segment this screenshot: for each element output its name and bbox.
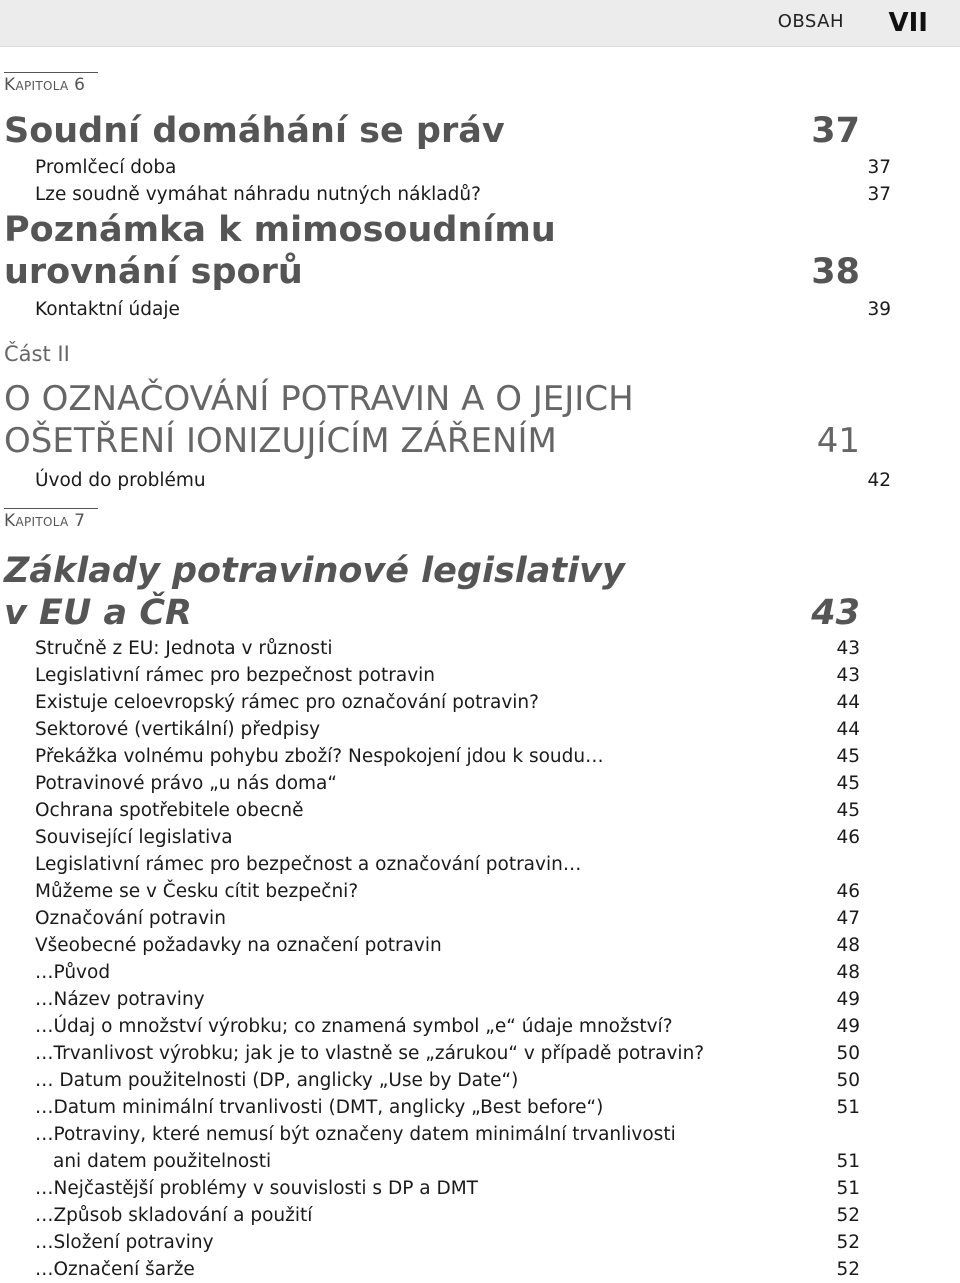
toc-entry[interactable] xyxy=(4,959,860,986)
toc-entry[interactable] xyxy=(4,1175,860,1202)
part-title-line: O OZNAČOVÁNÍ POTRAVIN A O JEJICH xyxy=(4,379,634,419)
toc-entry-text: Překážka volnému pohybu zboží? Nespokojení jdou k soudu… xyxy=(35,746,604,767)
toc-entry[interactable] xyxy=(4,716,860,743)
toc-entry[interactable] xyxy=(4,635,860,662)
toc-entry-text: Legislativní rámec pro bezpečnost a označování potravin… xyxy=(35,854,582,875)
toc-entry-page: 50 xyxy=(836,1043,860,1064)
toc-entry[interactable] xyxy=(4,1202,860,1229)
toc-entry-text: …Označení šarže xyxy=(35,1259,195,1280)
chapter-7-entries xyxy=(4,635,860,1283)
section-title-page: 38 xyxy=(811,252,860,292)
chapter-title-line: Základy potravinové legislativy xyxy=(4,551,625,591)
toc-entry-text: Můžeme se v Česku cítit bezpečni? xyxy=(35,881,359,902)
chapter-6-label-block xyxy=(4,72,860,95)
toc-entry-text: Označování potravin xyxy=(35,908,226,929)
toc-entry-page: 44 xyxy=(836,692,860,713)
chapter-label: Kapitola 7 xyxy=(4,508,98,531)
toc-entry-text: Legislativní rámec pro bezpečnost potravin xyxy=(35,665,436,686)
toc-entry[interactable] xyxy=(4,1040,860,1067)
toc-entry-page: 52 xyxy=(836,1259,860,1280)
toc-entry[interactable] xyxy=(4,1229,860,1256)
toc-entry-page: 51 xyxy=(836,1151,860,1172)
toc-entry[interactable] xyxy=(4,905,860,932)
toc-entry-text: …Trvanlivost výrobku; jak je to vlastně se „zárukou“ v případě potravin? xyxy=(35,1043,705,1064)
toc-entry-page: 47 xyxy=(836,908,860,929)
toc-entry[interactable] xyxy=(4,296,891,323)
toc-entry[interactable] xyxy=(4,662,860,689)
chapter-title-page: 43 xyxy=(811,593,860,633)
toc-entry-page: 45 xyxy=(836,746,860,767)
section-title-line: urovnání sporů xyxy=(4,252,303,292)
toc-entry[interactable] xyxy=(4,1067,860,1094)
toc-entry[interactable] xyxy=(4,689,860,716)
toc-entry-text: …Potraviny, které nemusí být označeny datem minimální trvanlivosti xyxy=(35,1124,676,1145)
chapter-title-text: Soudní domáhání se práv xyxy=(4,111,505,151)
part-title-page: 41 xyxy=(816,421,860,461)
section-title[interactable] xyxy=(4,209,860,293)
toc-entry[interactable] xyxy=(4,743,860,770)
toc-entry[interactable] xyxy=(4,851,860,878)
chapter-7-title[interactable] xyxy=(4,550,860,634)
toc-entry-text: Ochrana spotřebitele obecně xyxy=(35,800,304,821)
toc-entry-text: ani datem použitelnosti xyxy=(53,1151,272,1172)
page-header xyxy=(0,0,960,47)
toc-entry-page: 51 xyxy=(836,1097,860,1118)
toc-entry[interactable] xyxy=(4,1013,860,1040)
toc-entry-page: 46 xyxy=(836,881,860,902)
toc-entry-page: 45 xyxy=(836,800,860,821)
toc-entry-page: 48 xyxy=(836,962,860,983)
toc-entry-text: Sektorové (vertikální) předpisy xyxy=(35,719,321,740)
toc-entry-page: 52 xyxy=(836,1205,860,1226)
chapter-6-title[interactable] xyxy=(4,110,860,152)
toc-entry-text: …Složení potraviny xyxy=(35,1232,214,1253)
toc-entry-page: 39 xyxy=(867,299,891,320)
toc-entry[interactable] xyxy=(4,154,891,181)
toc-entry[interactable] xyxy=(4,797,860,824)
toc-entry-continuation[interactable] xyxy=(4,1148,860,1175)
toc-entry-text: Úvod do problému xyxy=(35,470,206,491)
toc-entry-page: 43 xyxy=(836,638,860,659)
toc-entry-page: 50 xyxy=(836,1070,860,1091)
toc-entry-page: 48 xyxy=(836,935,860,956)
toc-entry-text: Promlčecí doba xyxy=(35,157,177,178)
toc-entry-text: …Datum minimální trvanlivosti (DMT, anglicky „Best before“) xyxy=(35,1097,604,1118)
toc-entry-text: Všeobecné požadavky na označení potravin xyxy=(35,935,442,956)
toc-entry-page: 42 xyxy=(867,470,891,491)
toc-entry-page: 37 xyxy=(867,157,891,178)
toc-entry[interactable] xyxy=(4,467,891,494)
toc-entry-page: 44 xyxy=(836,719,860,740)
chapter-7-label-block xyxy=(4,508,860,531)
part-label: Část II xyxy=(4,342,70,366)
toc-entry[interactable] xyxy=(4,824,860,851)
section-title-line: Poznámka k mimosoudnímu xyxy=(4,210,556,250)
toc-entry[interactable] xyxy=(4,932,860,959)
toc-entry[interactable] xyxy=(4,181,891,208)
chapter-label: Kapitola 6 xyxy=(4,72,98,95)
toc-entry-page: 43 xyxy=(836,665,860,686)
toc-entry-text: Potravinové právo „u nás doma“ xyxy=(35,773,337,794)
toc-entry-text: Lze soudně vymáhat náhradu nutných nákladů? xyxy=(35,184,481,205)
toc-entry-text: …Původ xyxy=(35,962,111,983)
toc-entry[interactable] xyxy=(4,1121,860,1148)
toc-entry-text: Kontaktní údaje xyxy=(35,299,180,320)
toc-entry[interactable] xyxy=(4,1094,860,1121)
chapter-title-page: 37 xyxy=(811,111,860,151)
toc-entry-page: 37 xyxy=(867,184,891,205)
toc-entry-text: Stručně z EU: Jednota v různosti xyxy=(35,638,333,659)
toc-entry[interactable] xyxy=(4,770,860,797)
toc-entry-page: 52 xyxy=(836,1232,860,1253)
toc-entry-text: …Způsob skladování a použití xyxy=(35,1205,313,1226)
part-title-line: OŠETŘENÍ IONIZUJÍCÍM ZÁŘENÍM xyxy=(4,421,557,461)
toc-entry-page: 51 xyxy=(836,1178,860,1199)
part-title[interactable] xyxy=(4,378,860,462)
header-label: OBSAH xyxy=(777,11,844,32)
header-page-number: VII xyxy=(888,8,928,38)
toc-entry-page: 49 xyxy=(836,1016,860,1037)
chapter-title-line: v EU a ČR xyxy=(4,593,192,633)
toc-entry-page: 45 xyxy=(836,773,860,794)
toc-entry-page: 49 xyxy=(836,989,860,1010)
toc-entry-text: Související legislativa xyxy=(35,827,233,848)
toc-entry-text: … Datum použitelnosti (DP, anglicky „Use by Date“) xyxy=(35,1070,519,1091)
toc-entry[interactable] xyxy=(4,986,860,1013)
toc-entry-text: Existuje celoevropský rámec pro označování potravin? xyxy=(35,692,539,713)
toc-entry-page: 46 xyxy=(836,827,860,848)
toc-entry-text: …Údaj o množství výrobku; co znamená symbol „e“ údaje množství? xyxy=(35,1016,673,1037)
toc-entry[interactable] xyxy=(4,878,860,905)
toc-entry-text: …Nejčastější problémy v souvislosti s DP a DMT xyxy=(35,1178,478,1199)
toc-entry-text: …Název potraviny xyxy=(35,989,205,1010)
